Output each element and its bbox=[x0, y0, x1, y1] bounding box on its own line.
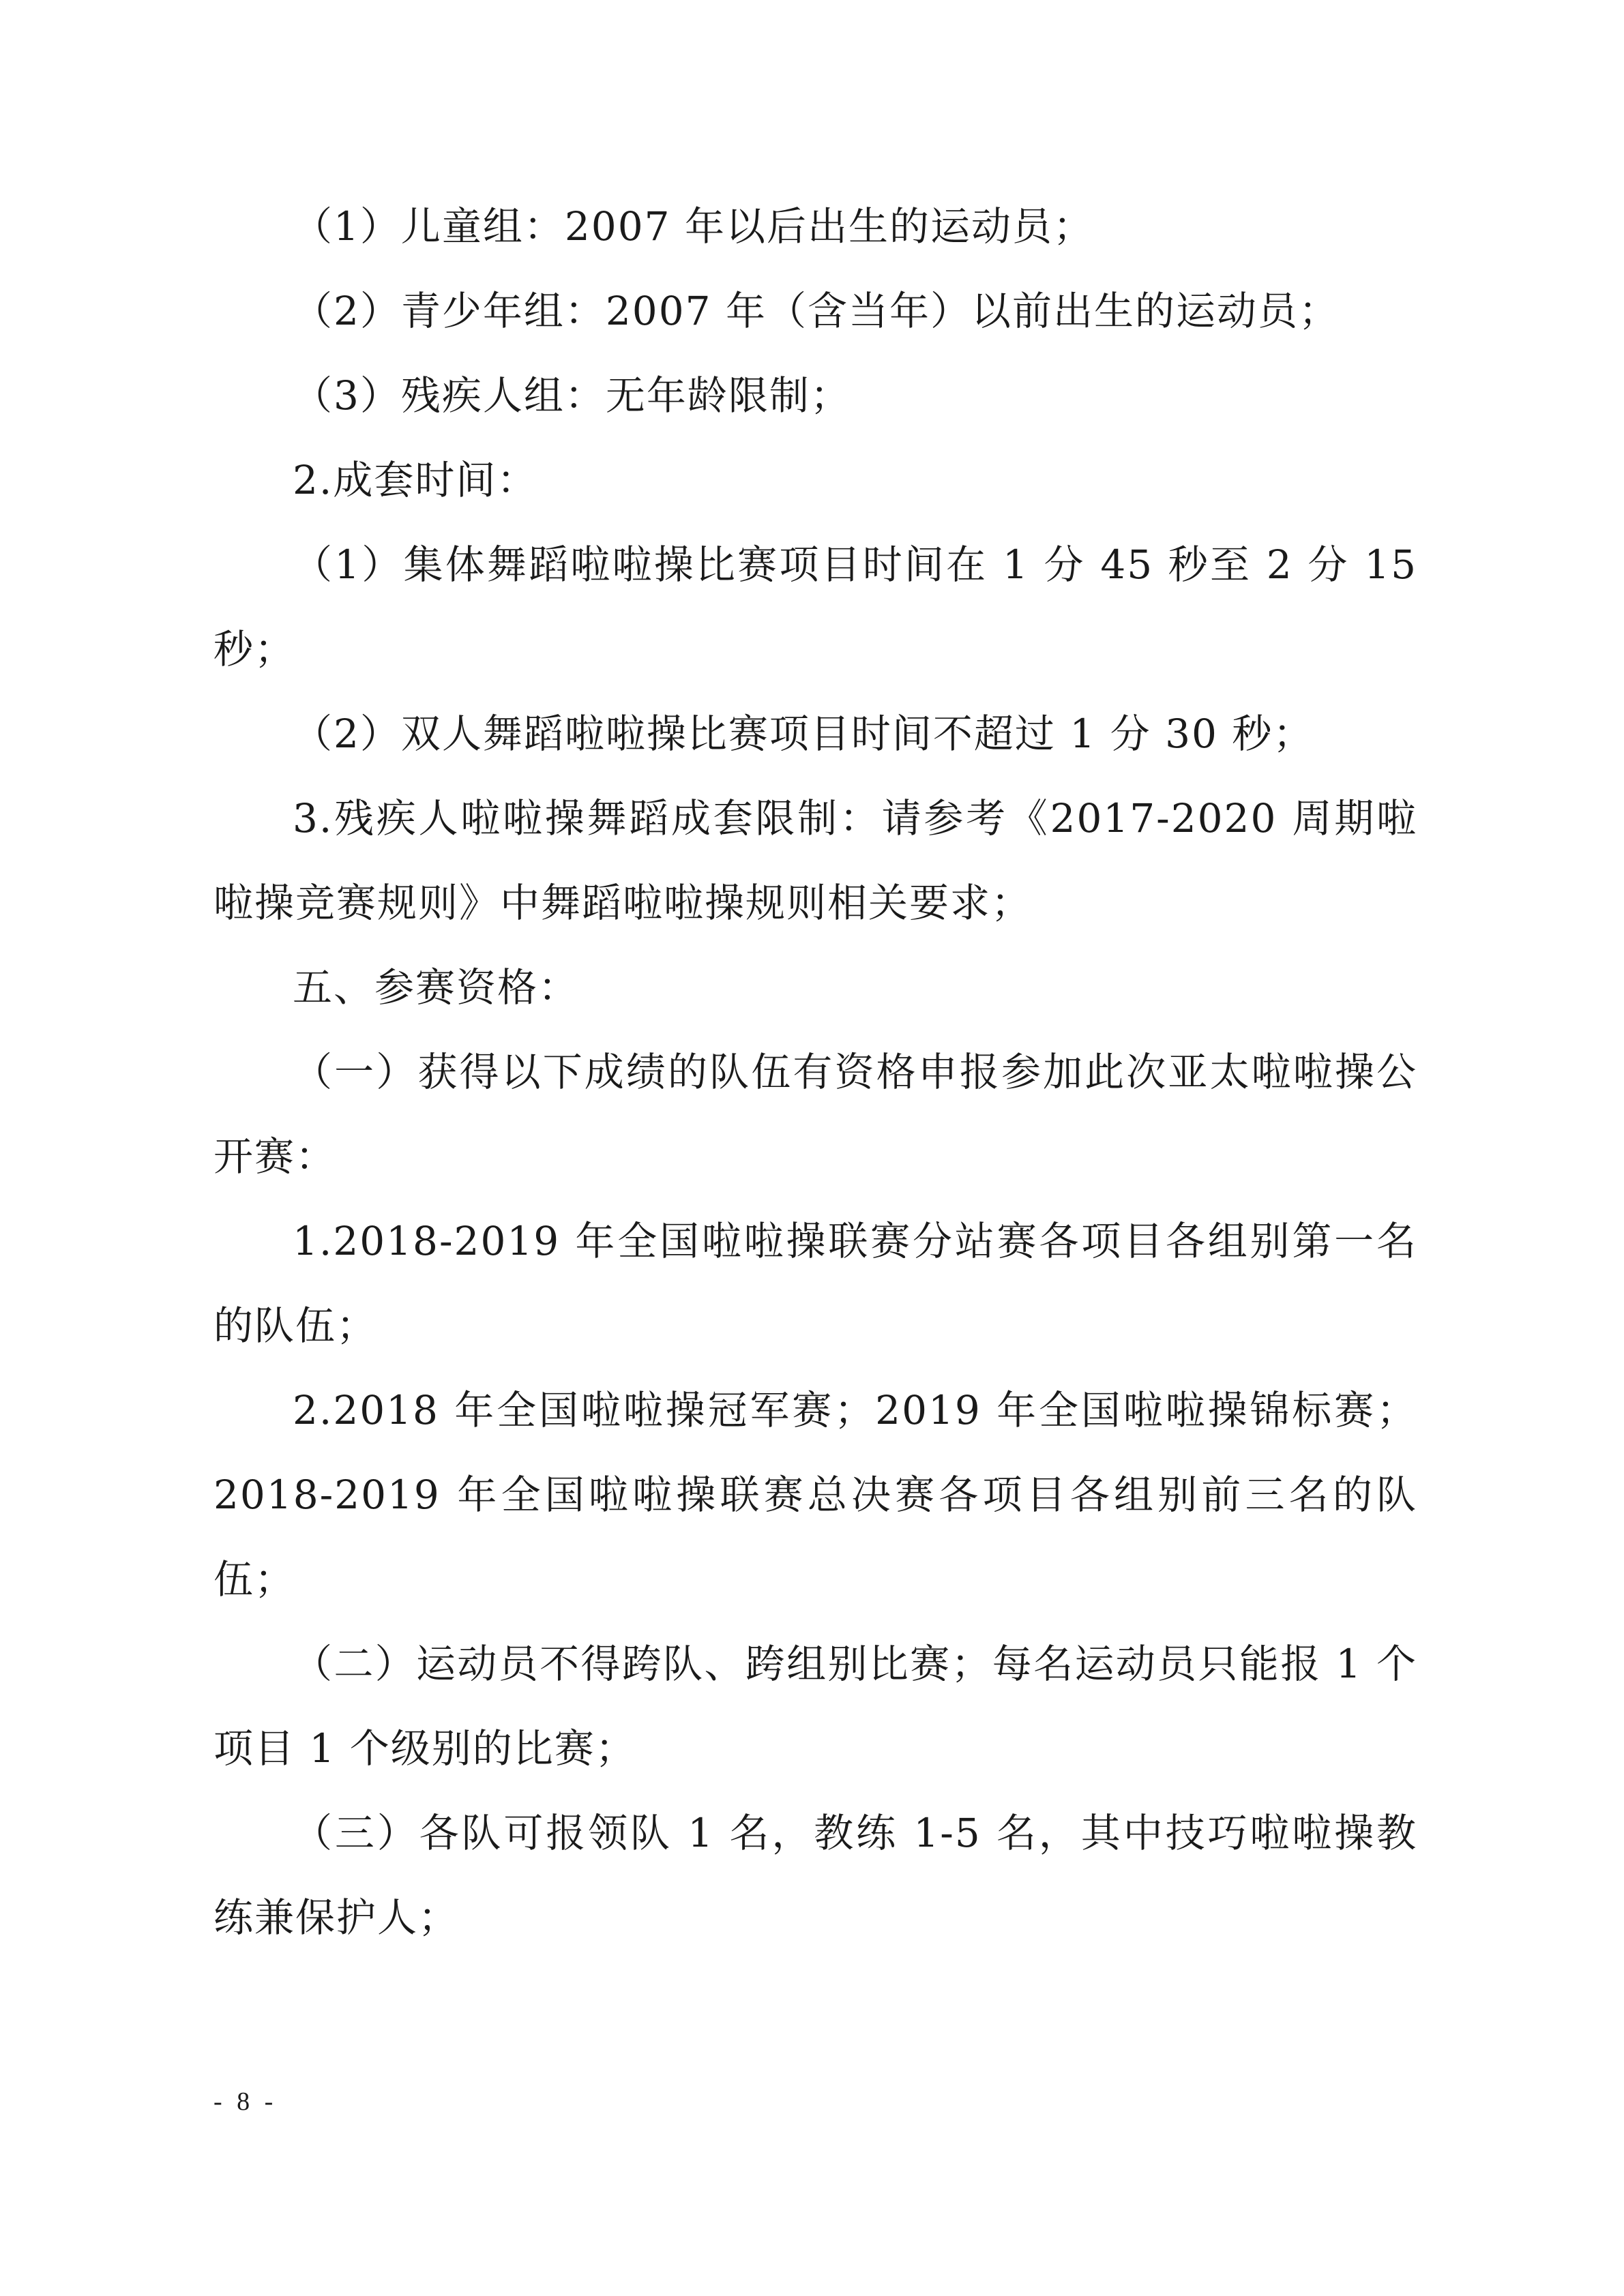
page-number: - 8 - bbox=[213, 2087, 278, 2116]
paragraph-eligibility-item-1: 1.2018-2019 年全国啦啦操联赛分站赛各项目各组别第一名的队伍； bbox=[213, 1218, 1417, 1349]
paragraph-eligibility-item-2: 2.2018 年全国啦啦操冠军赛；2019 年全国啦啦操锦标赛；2018-2019 年全国啦啦操联赛总决赛各项目各组别前三名的队伍； bbox=[213, 1387, 1417, 1602]
paragraph-no-cross-team: （二）运动员不得跨队、跨组别比赛；每名运动员只能报 1 个项目 1 个级别的比赛； bbox=[213, 1641, 1417, 1772]
paragraph-children-group: （1）儿童组：2007 年以后出生的运动员； bbox=[293, 203, 1094, 250]
paragraph-routine-time-heading: 2.成套时间： bbox=[293, 457, 538, 503]
paragraph-eligibility-intro: （一）获得以下成绩的队伍有资格申报参加此次亚太啦啦操公开赛： bbox=[213, 1049, 1417, 1180]
paragraph-youth-group: （2）青少年组：2007 年（含当年）以前出生的运动员； bbox=[293, 288, 1340, 334]
paragraph-pair-dance-time: （2）双人舞蹈啦啦操比赛项目时间不超过 1 分 30 秒； bbox=[293, 711, 1314, 757]
document-body bbox=[213, 184, 1417, 1960]
paragraph-disabled-group: （3）残疾人组：无年龄限制； bbox=[293, 372, 851, 419]
paragraph-disabled-routine-limits: 3.残疾人啦啦操舞蹈成套限制：请参考《2017-2020 周期啦啦操竞赛规则》中舞蹈啦啦操规则相关要求； bbox=[213, 795, 1417, 926]
paragraph-group-dance-time: （1）集体舞蹈啦啦操比赛项目时间在 1 分 45 秒至 2 分 15 秒； bbox=[213, 541, 1417, 672]
section-heading-eligibility: 五、参赛资格： bbox=[293, 964, 580, 1011]
paragraph-team-staff: （三）各队可报领队 1 名，教练 1-5 名，其中技巧啦啦操教练兼保护人； bbox=[213, 1810, 1417, 1941]
